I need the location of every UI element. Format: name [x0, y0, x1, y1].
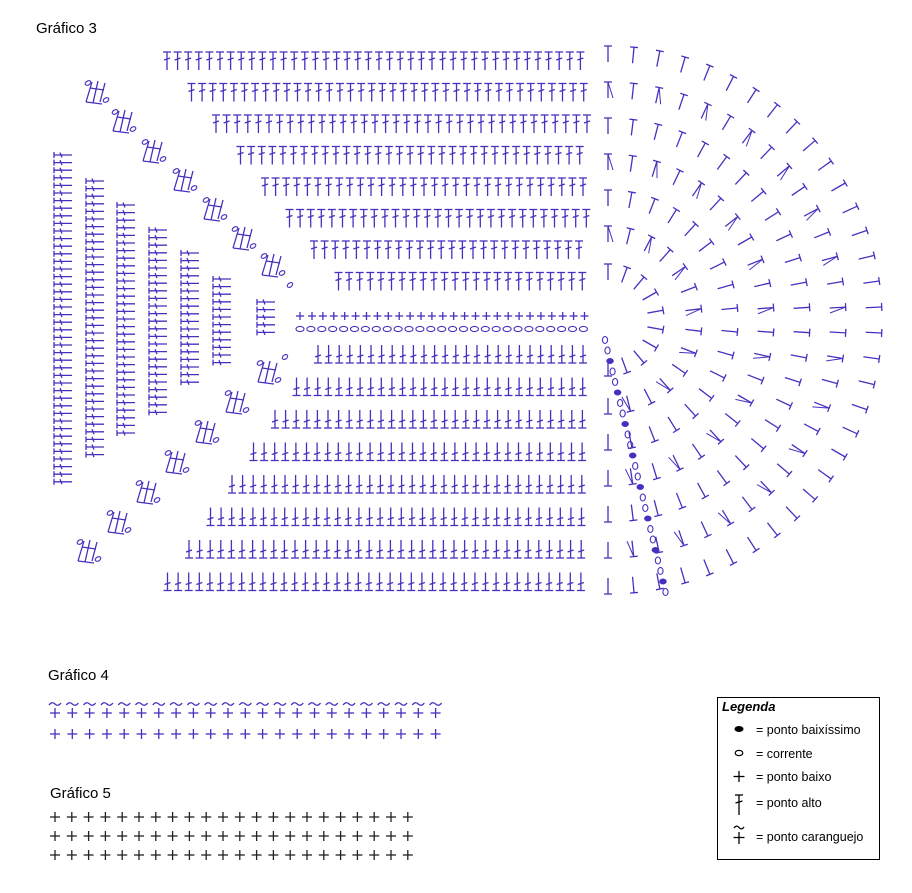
corrente-icon — [722, 744, 748, 766]
grafico-5-title: Gráfico 5 — [50, 785, 111, 802]
grafico-3-title: Gráfico 3 — [36, 20, 97, 37]
legend-item-ponto-caranguejo — [722, 827, 878, 849]
grafico-4-chart — [49, 703, 442, 739]
legend-item-corrente — [722, 744, 878, 766]
ponto-caranguejo-icon — [722, 823, 748, 849]
legend-label: = ponto alto — [756, 796, 822, 810]
legend-label: = corrente — [756, 747, 813, 761]
legend-label: = ponto baixo — [756, 770, 832, 784]
grafico-3-left-columns — [54, 152, 275, 485]
grafico-3-top-rows — [163, 52, 591, 291]
legend-item-ponto-baixissimo — [722, 720, 878, 742]
grafico-5-chart — [50, 812, 413, 860]
legend-title: Legenda — [722, 699, 776, 714]
legend-item-ponto-alto — [722, 793, 878, 815]
grafico-3-semicircle — [602, 46, 881, 596]
legend-label: = ponto baixíssimo — [756, 723, 861, 737]
ponto-baixissimo-icon — [722, 720, 748, 742]
grafico-4-title: Gráfico 4 — [48, 667, 109, 684]
legend-label: = ponto caranguejo — [756, 830, 864, 844]
ponto-baixo-icon — [722, 767, 748, 789]
legend-item-ponto-baixo — [722, 767, 878, 789]
ponto-alto-icon — [722, 793, 748, 819]
grafico-3-bottom-rows — [164, 345, 588, 591]
grafico-3-chain-row — [296, 312, 589, 332]
legend-box — [717, 697, 880, 860]
